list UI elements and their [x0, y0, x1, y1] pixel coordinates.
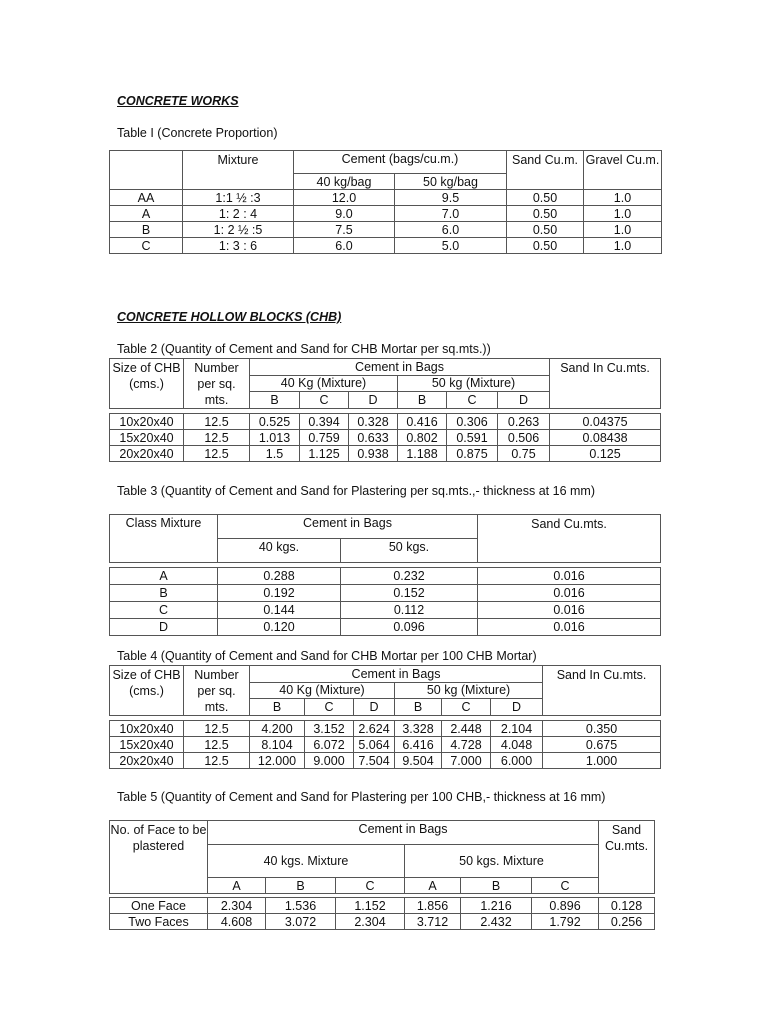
table1-cell: 6.0 — [395, 222, 507, 238]
table1-cell: 1.0 — [584, 206, 662, 222]
table1-row — [110, 222, 662, 238]
table2-cell: 0.759 — [300, 430, 349, 446]
table4-cell: 1.000 — [543, 753, 661, 769]
table2-chb-mortar-per-sqm — [109, 358, 661, 462]
table3-cell: 0.152 — [341, 585, 478, 602]
table2-cell: 1.125 — [300, 446, 349, 462]
table1-cell: B — [110, 222, 183, 238]
table1-cell: 1: 2 ½ :5 — [183, 222, 294, 238]
table1-cell: 1.0 — [584, 190, 662, 206]
table1-corner-cell — [110, 151, 183, 190]
table2-mix-col-header: D — [498, 392, 550, 409]
table2-cell: 0.306 — [447, 414, 498, 430]
table2-mix-col-header: C — [300, 392, 349, 409]
table5-cell: 4.608 — [208, 914, 266, 930]
table2-cell: 0.04375 — [550, 414, 661, 430]
table3-cell: C — [110, 602, 218, 619]
table1-sub-40kg: 40 kg/bag — [294, 174, 395, 190]
section-heading-concrete-works: CONCRETE WORKS — [117, 94, 239, 108]
table2-mix-col-header: B — [250, 392, 300, 409]
table2-mix-col-header: B — [398, 392, 447, 409]
table2-cell: 10x20x40 — [110, 414, 184, 430]
table3-cell: 0.288 — [218, 568, 341, 585]
table1-cell: 9.0 — [294, 206, 395, 222]
table1-caption: Table I (Concrete Proportion) — [117, 126, 278, 140]
table4-sub-50kg: 50 kg (Mixture) — [395, 682, 543, 699]
table2-mix-col-header: C — [447, 392, 498, 409]
table5-cell: 1.856 — [405, 898, 461, 914]
table2-cell: 0.328 — [349, 414, 398, 430]
table5-row — [110, 898, 655, 914]
table3-cell: 0.016 — [478, 585, 661, 602]
table5-mix-col-header: B — [266, 878, 336, 894]
table2-cell: 1.188 — [398, 446, 447, 462]
table4-cell: 15x20x40 — [110, 737, 184, 753]
table2-mix-col-header: D — [349, 392, 398, 409]
table2-cell: 12.5 — [184, 446, 250, 462]
table5-cell: One Face — [110, 898, 208, 914]
table5-cell: 3.712 — [405, 914, 461, 930]
table2-caption: Table 2 (Quantity of Cement and Sand for CHB Mortar per sq.mts.)) — [117, 342, 491, 356]
table2-cell: 0.875 — [447, 446, 498, 462]
table2-cell: 0.633 — [349, 430, 398, 446]
table1-concrete-proportion — [109, 150, 662, 254]
table3-row — [110, 568, 661, 585]
table3-sand-header: Sand Cu.mts. — [478, 515, 661, 563]
table5-row — [110, 914, 655, 930]
table4-cell: 4.200 — [250, 721, 305, 737]
table3-sub-40kg: 40 kgs. — [218, 539, 341, 563]
table4-cell: 12.5 — [184, 753, 250, 769]
table4-mix-col-header: D — [491, 699, 543, 716]
table5-cell: 1.536 — [266, 898, 336, 914]
table1-cell: 5.0 — [395, 238, 507, 254]
table1-sand-header: Sand Cu.m. — [507, 151, 584, 190]
table3-cell: 0.016 — [478, 568, 661, 585]
table5-cell: 3.072 — [266, 914, 336, 930]
table4-cell: 9.504 — [395, 753, 442, 769]
table4-row — [110, 737, 661, 753]
table5-face-header: No. of Face to be plastered — [110, 821, 208, 894]
table5-sub-50kg: 50 kgs. Mixture — [405, 845, 599, 878]
table4-cell: 4.048 — [491, 737, 543, 753]
table4-chb-mortar-per-100 — [109, 665, 661, 769]
table1-cell: 1: 2 : 4 — [183, 206, 294, 222]
table5-cell: 0.128 — [599, 898, 655, 914]
table5-caption: Table 5 (Quantity of Cement and Sand for Plastering per 100 CHB,- thickness at 16 mm) — [117, 790, 606, 804]
table1-cell: 0.50 — [507, 206, 584, 222]
table4-mix-col-header: B — [250, 699, 305, 716]
table4-cell: 0.675 — [543, 737, 661, 753]
table5-mix-col-header: C — [532, 878, 599, 894]
table1-cement-header: Cement (bags/cu.m.) — [294, 151, 507, 174]
table3-cell: B — [110, 585, 218, 602]
table2-cell: 15x20x40 — [110, 430, 184, 446]
table1-row — [110, 206, 662, 222]
table1-cell: 6.0 — [294, 238, 395, 254]
table3-sub-50kg: 50 kgs. — [341, 539, 478, 563]
table4-cell: 4.728 — [442, 737, 491, 753]
table5-mix-col-header: B — [461, 878, 532, 894]
table4-mix-col-header: C — [305, 699, 354, 716]
table2-cell: 0.263 — [498, 414, 550, 430]
table4-sand-header: Sand In Cu.mts. — [543, 666, 661, 716]
table4-mix-col-header: C — [442, 699, 491, 716]
table4-cell: 20x20x40 — [110, 753, 184, 769]
table5-cell: 2.304 — [336, 914, 405, 930]
table3-cell: 0.016 — [478, 619, 661, 636]
table4-cell: 6.416 — [395, 737, 442, 753]
table3-class-header: Class Mixture — [110, 515, 218, 563]
table5-mix-col-header: A — [405, 878, 461, 894]
table4-row — [110, 721, 661, 737]
table2-cell: 0.08438 — [550, 430, 661, 446]
table1-cell: 1: 3 : 6 — [183, 238, 294, 254]
table4-cell: 10x20x40 — [110, 721, 184, 737]
table2-row — [110, 414, 661, 430]
table2-cell: 1.5 — [250, 446, 300, 462]
table5-cell: 1.216 — [461, 898, 532, 914]
table2-cell: 0.506 — [498, 430, 550, 446]
table2-cell: 1.013 — [250, 430, 300, 446]
table4-cell: 3.328 — [395, 721, 442, 737]
table5-plastering-per-100-chb — [109, 820, 655, 930]
table5-cell: 0.256 — [599, 914, 655, 930]
table2-cell: 0.591 — [447, 430, 498, 446]
table3-cell: D — [110, 619, 218, 636]
table3-cell: A — [110, 568, 218, 585]
table1-cell: A — [110, 206, 183, 222]
table4-cell: 6.072 — [305, 737, 354, 753]
table4-cell: 0.350 — [543, 721, 661, 737]
table4-cell: 6.000 — [491, 753, 543, 769]
table1-cell: 0.50 — [507, 190, 584, 206]
table2-row — [110, 446, 661, 462]
table3-cell: 0.192 — [218, 585, 341, 602]
table1-mixture-header: Mixture — [183, 151, 294, 190]
table4-cell: 2.448 — [442, 721, 491, 737]
table5-cell: 0.896 — [532, 898, 599, 914]
table4-cell: 2.624 — [354, 721, 395, 737]
table3-cell: 0.120 — [218, 619, 341, 636]
table4-row — [110, 753, 661, 769]
table4-cell: 7.504 — [354, 753, 395, 769]
table2-cell: 0.938 — [349, 446, 398, 462]
table4-cell: 12.5 — [184, 737, 250, 753]
table4-cell: 7.000 — [442, 753, 491, 769]
table3-cell: 0.144 — [218, 602, 341, 619]
table1-row — [110, 190, 662, 206]
table4-cell: 8.104 — [250, 737, 305, 753]
table4-caption: Table 4 (Quantity of Cement and Sand for CHB Mortar per 100 CHB Mortar) — [117, 649, 537, 663]
table1-cell: 9.5 — [395, 190, 507, 206]
table1-sub-50kg: 50 kg/bag — [395, 174, 507, 190]
table2-cell: 0.394 — [300, 414, 349, 430]
table3-cell: 0.232 — [341, 568, 478, 585]
table3-plastering-per-sqm — [109, 514, 661, 636]
table2-sub-40kg: 40 Kg (Mixture) — [250, 375, 398, 392]
table5-cement-header: Cement in Bags — [208, 821, 599, 845]
table5-mix-col-header: C — [336, 878, 405, 894]
table1-cell: 1.0 — [584, 238, 662, 254]
table1-cell: 1:1 ½ :3 — [183, 190, 294, 206]
table4-size-header: Size of CHB (cms.) — [110, 666, 184, 716]
table2-cell: 20x20x40 — [110, 446, 184, 462]
table3-caption: Table 3 (Quantity of Cement and Sand for Plastering per sq.mts.,- thickness at 16 mm) — [117, 484, 595, 498]
table4-mix-col-header: B — [395, 699, 442, 716]
table2-cell: 0.125 — [550, 446, 661, 462]
table5-sub-40kg: 40 kgs. Mixture — [208, 845, 405, 878]
table3-cell: 0.096 — [341, 619, 478, 636]
table4-cement-header: Cement in Bags — [250, 666, 543, 683]
table4-cell: 9.000 — [305, 753, 354, 769]
table1-row — [110, 238, 662, 254]
table1-cell: 0.50 — [507, 238, 584, 254]
table1-gravel-header: Gravel Cu.m. — [584, 151, 662, 190]
table5-sand-header: Sand Cu.mts. — [599, 821, 655, 894]
table2-sub-50kg: 50 kg (Mixture) — [398, 375, 550, 392]
table4-cell: 2.104 — [491, 721, 543, 737]
table2-row — [110, 430, 661, 446]
table1-cell: 7.5 — [294, 222, 395, 238]
table5-cell: 2.432 — [461, 914, 532, 930]
table4-mix-col-header: D — [354, 699, 395, 716]
table4-cell: 5.064 — [354, 737, 395, 753]
table2-size-header: Size of CHB (cms.) — [110, 359, 184, 409]
table1-cell: AA — [110, 190, 183, 206]
table5-cell: 1.792 — [532, 914, 599, 930]
table2-cement-header: Cement in Bags — [250, 359, 550, 376]
table2-cell: 0.802 — [398, 430, 447, 446]
table4-cell: 12.5 — [184, 721, 250, 737]
table1-cell: C — [110, 238, 183, 254]
table3-cement-header: Cement in Bags — [218, 515, 478, 539]
table3-row — [110, 619, 661, 636]
table3-row — [110, 602, 661, 619]
table2-cell: 12.5 — [184, 430, 250, 446]
table2-cell: 12.5 — [184, 414, 250, 430]
table1-cell: 12.0 — [294, 190, 395, 206]
table5-cell: 1.152 — [336, 898, 405, 914]
table2-sand-header: Sand In Cu.mts. — [550, 359, 661, 409]
table3-row — [110, 585, 661, 602]
table2-cell: 0.525 — [250, 414, 300, 430]
table1-cell: 0.50 — [507, 222, 584, 238]
table4-sub-40kg: 40 Kg (Mixture) — [250, 682, 395, 699]
section-heading-chb: CONCRETE HOLLOW BLOCKS (CHB) — [117, 310, 342, 324]
table2-cell: 0.416 — [398, 414, 447, 430]
table2-cell: 0.75 — [498, 446, 550, 462]
table3-cell: 0.016 — [478, 602, 661, 619]
table3-cell: 0.112 — [341, 602, 478, 619]
table4-cell: 3.152 — [305, 721, 354, 737]
table1-cell: 7.0 — [395, 206, 507, 222]
table1-cell: 1.0 — [584, 222, 662, 238]
table2-number-header: Number per sq. mts. — [184, 359, 250, 409]
table4-cell: 12.000 — [250, 753, 305, 769]
table4-number-header: Number per sq. mts. — [184, 666, 250, 716]
table5-cell: 2.304 — [208, 898, 266, 914]
table5-mix-col-header: A — [208, 878, 266, 894]
table5-cell: Two Faces — [110, 914, 208, 930]
